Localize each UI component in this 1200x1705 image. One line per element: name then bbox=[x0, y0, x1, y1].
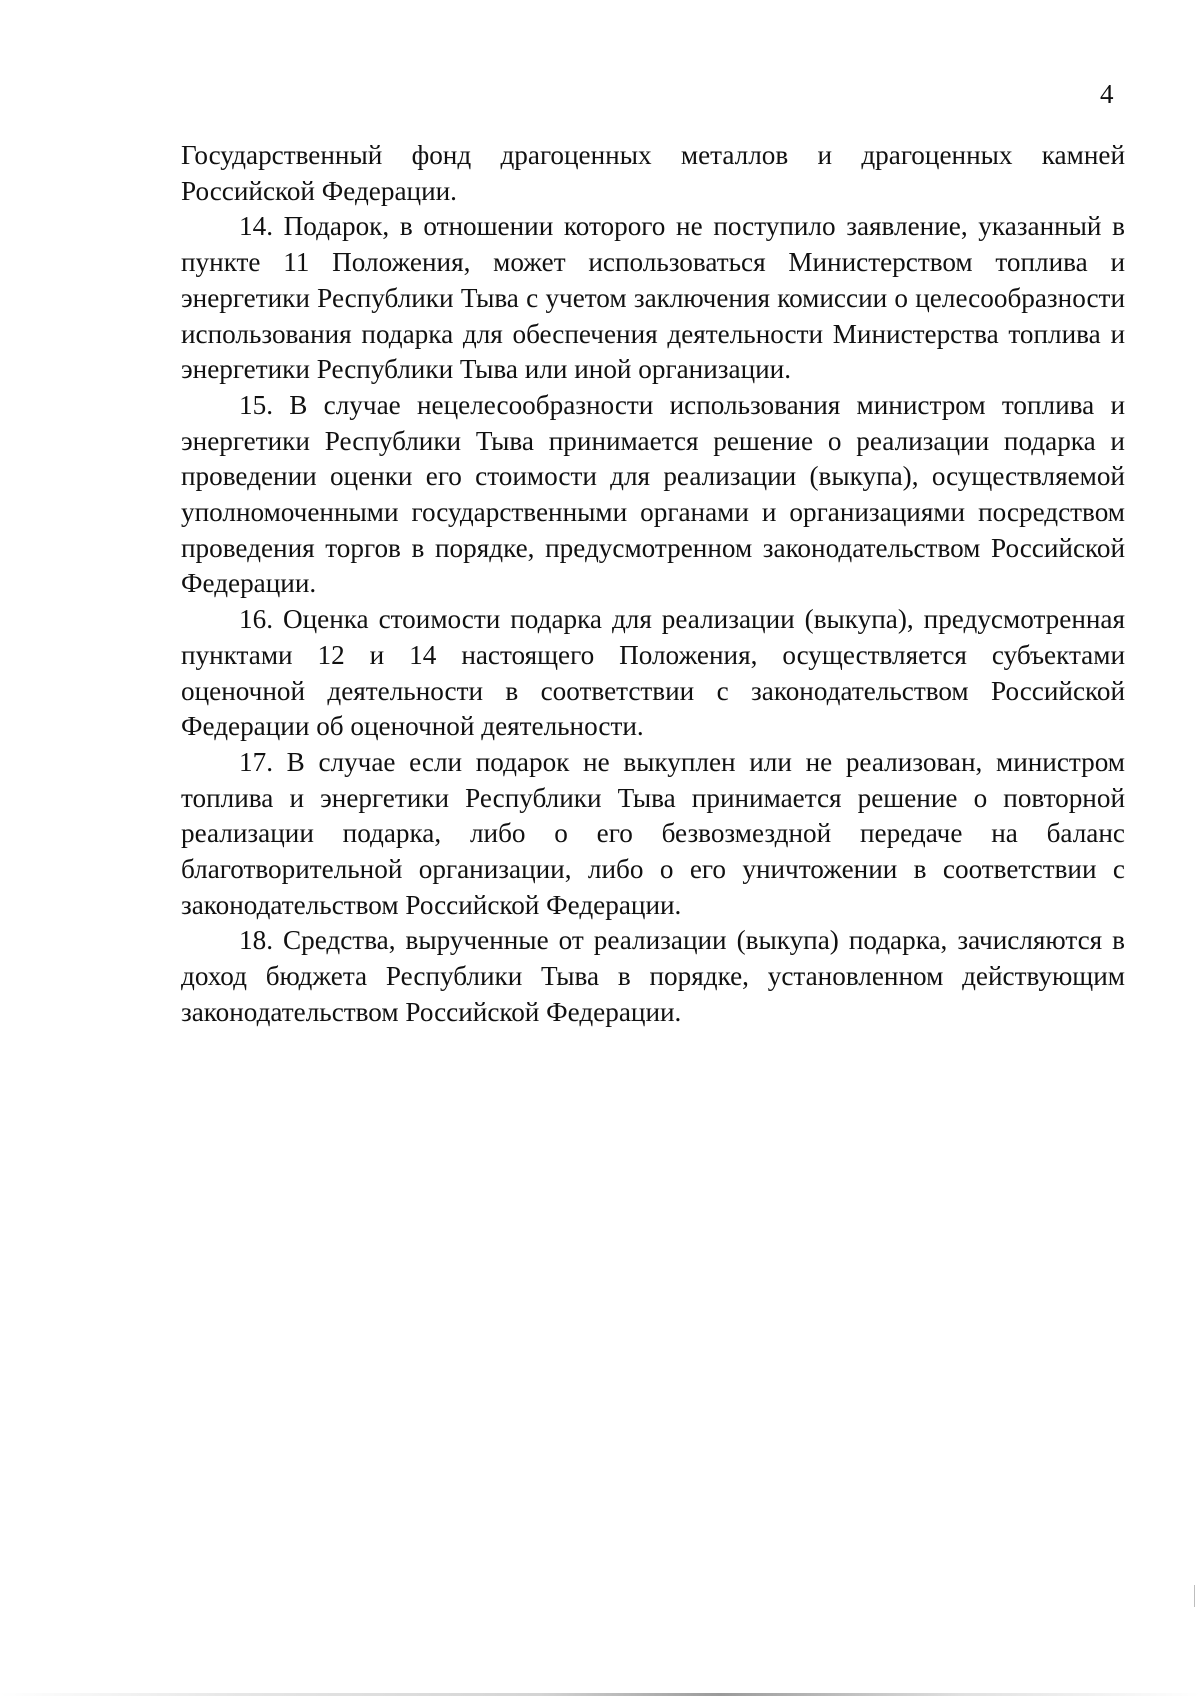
page-number: 4 bbox=[1100, 79, 1114, 109]
paragraph-17: 17. В случае если подарок не выкуплен или не реализован, министром топлива и энергетики Республики Тыва принимается решение о повторной реализации подарка, либо о его безвозмездной передаче на баланс благотворительной организации, либо о его уничтожении в соответствии с законодательством Российской Федерации. bbox=[181, 746, 1125, 920]
paragraph-16: 16. Оценка стоимости подарка для реализации (выкупа), предусмотренная пунктами 12 и 14 настоящего Положения, осуществляется субъектами оценочной деятельности в соответствии с законодательством Российской Федерации об оценочной деятельности. bbox=[181, 604, 1125, 742]
paragraph-18: 18. Средства, вырученные от реализации (выкупа) подарка, зачисляются в доход бюджета Республики Тыва в порядке, установленном действующим законодательством Российской Федерации. bbox=[181, 925, 1125, 1027]
scan-bottom-edge bbox=[0, 1693, 1200, 1696]
paragraph-14: 14. Подарок, в отношении которого не поступило заявление, указанный в пункте 11 Положения, может использоваться Министерством топлива и энергетики Республики Тыва с учетом заключения комиссии о целесообразности использования подарка для обеспечения деятельности Министерства топлива и энергетики Республики Тыва или иной организации. bbox=[181, 211, 1125, 385]
document-body bbox=[181, 138, 1125, 1031]
paragraph-continuation: Государственный фонд драгоценных металлов и драгоценных камней Российской Федерации. bbox=[181, 140, 1125, 206]
paragraph-15: 15. В случае нецелесообразности использования министром топлива и энергетики Республики Тыва принимается решение о реализации подарка и проведении оценки его стоимости для реализации (выкупа), осуществляемой уполномоченными государственными органами и организациями посредством проведения торгов в порядке, предусмотренном законодательством Российской Федерации. bbox=[181, 389, 1125, 599]
scan-artifact-mark bbox=[1194, 1585, 1195, 1607]
